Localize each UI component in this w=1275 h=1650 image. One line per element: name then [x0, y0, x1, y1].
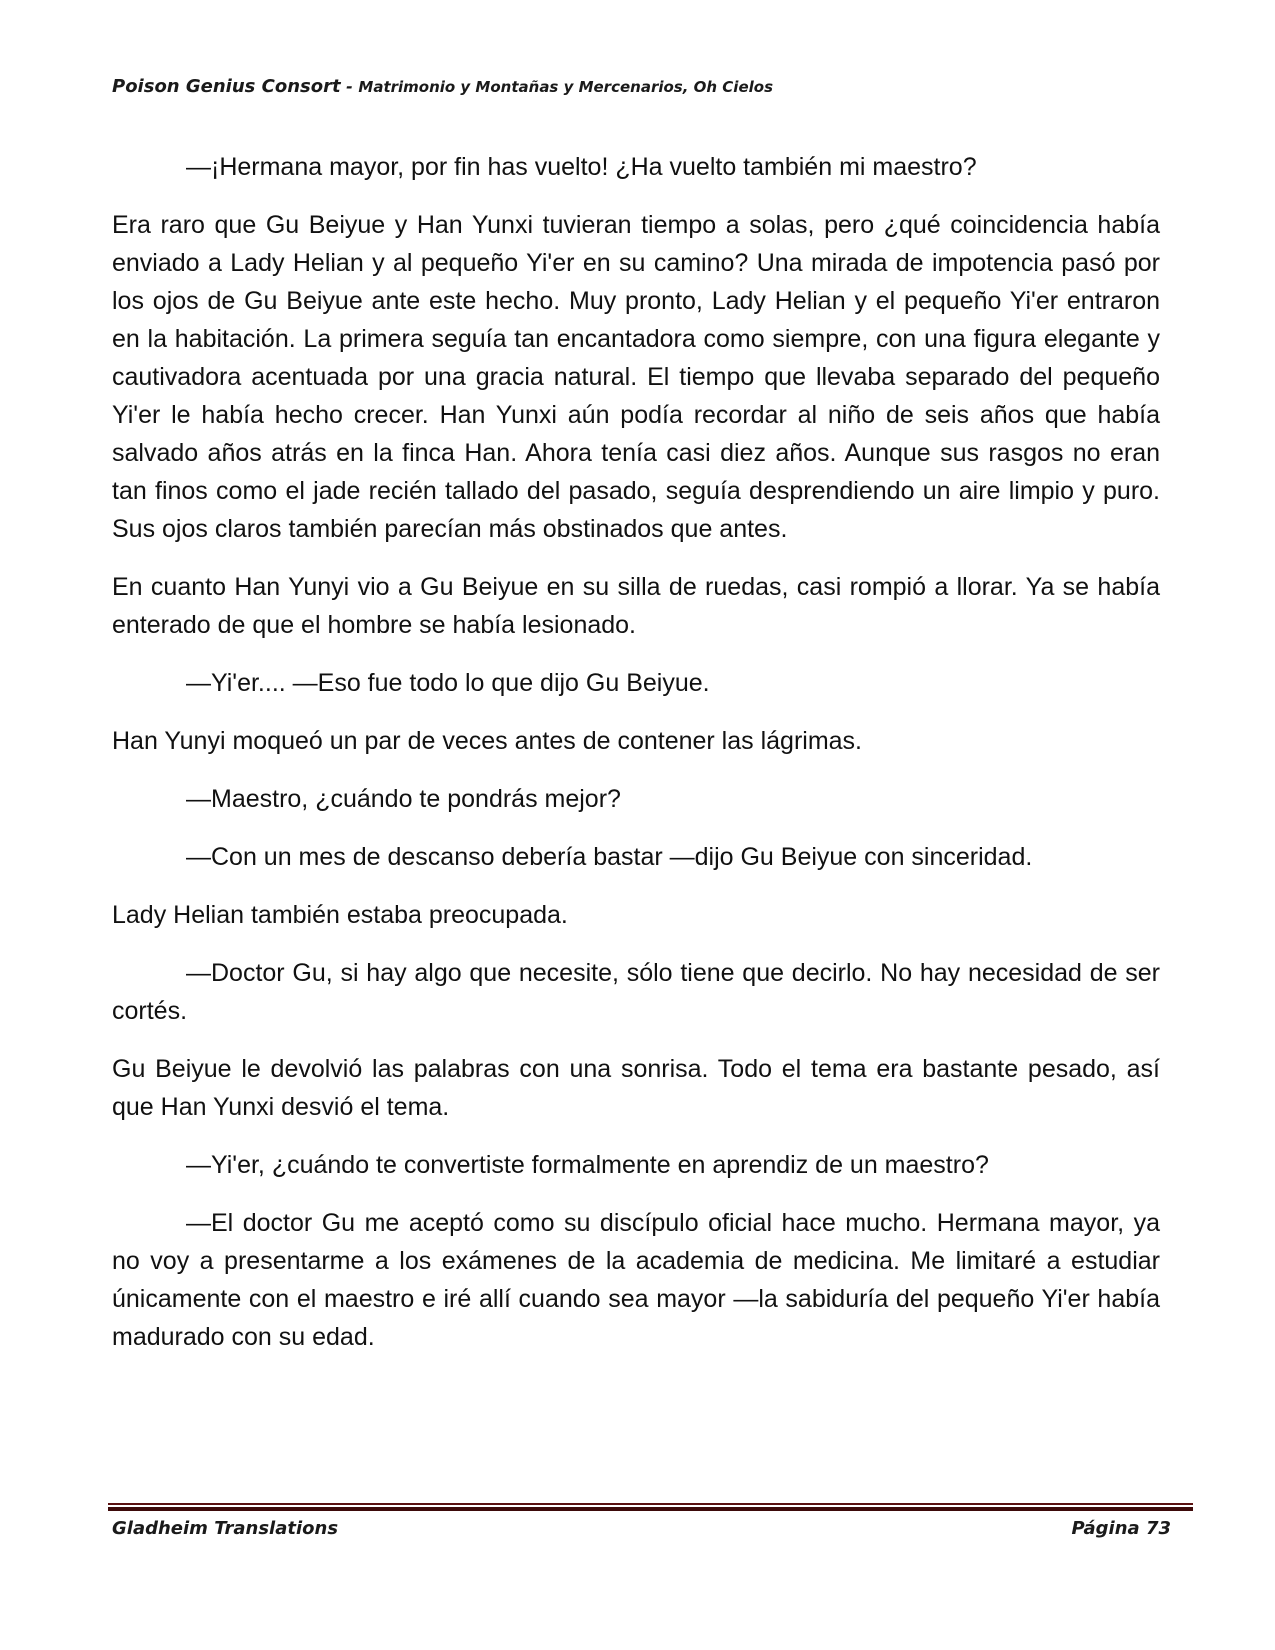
paragraph: En cuanto Han Yunyi vio a Gu Beiyue en su silla de ruedas, casi rompió a llorar. Ya se había enterado de que el hombre se había lesionado. [112, 573, 1160, 639]
footer-translator-credit: Gladheim Translations [112, 1518, 339, 1539]
header-book-title: Poison Genius Consort [112, 76, 341, 97]
header-chapter-title: Matrimonio y Montañas y Mercenarios, Oh Cielos [358, 78, 773, 96]
footer-divider [108, 1503, 1193, 1513]
paragraph: —Maestro, ¿cuándo te pondrás mejor? [186, 785, 621, 813]
paragraph: Lady Helian también estaba preocupada. [112, 901, 568, 929]
footer-divider-thin-line [108, 1503, 1193, 1505]
footer-page-number: Página 73 [1071, 1518, 1171, 1539]
paragraph: —¡Hermana mayor, por fin has vuelto! ¿Ha vuelto también mi maestro? [186, 153, 977, 181]
paragraph: Han Yunyi moqueó un par de veces antes de contener las lágrimas. [112, 727, 862, 755]
paragraph: Era raro que Gu Beiyue y Han Yunxi tuvieran tiempo a solas, pero ¿qué coincidencia había enviado a Lady Helian y al pequeño Yi'er en su camino? Una mirada de impotencia pasó por los ojos de Gu Beiyue ante este hecho. Muy pronto, Lady Helian y el pequeño Yi'er entraron en la habitación. La primera seguía tan encantadora como siempre, con una figura elegante y cautivadora acentuada por una gracia natural. El tiempo que llevaba separado del pequeño Yi'er le había hecho crecer. Han Yunxi aún podía recordar al niño de seis años que había salvado años atrás en la finca Han. Ahora tenía casi diez años. Aunque sus rasgos no eran tan finos como el jade recién tallado del pasado, seguía desprendiendo un aire limpio y puro. Sus ojos claros también parecían más obstinados que antes. [112, 211, 1160, 543]
body-text [112, 148, 1160, 1356]
paragraph: —Doctor Gu, si hay algo que necesite, sólo tiene que decirlo. No hay necesidad de ser cortés. [112, 959, 1160, 1025]
paragraph: —Yi'er, ¿cuándo te convertiste formalmente en aprendiz de un maestro? [186, 1151, 989, 1179]
header-separator: - [340, 77, 359, 96]
paragraph: Gu Beiyue le devolvió las palabras con una sonrisa. Todo el tema era bastante pesado, así que Han Yunxi desvió el tema. [112, 1055, 1160, 1121]
footer-divider-thick-line [108, 1507, 1193, 1511]
paragraph: —Con un mes de descanso debería bastar —dijo Gu Beiyue con sinceridad. [186, 843, 1033, 871]
paragraph: —El doctor Gu me aceptó como su discípulo oficial hace mucho. Hermana mayor, ya no voy a presentarme a los exámenes de la academia de medicina. Me limitaré a estudiar únicamente con el maestro e iré allí cuando sea mayor —la sabiduría del pequeño Yi'er había madurado con su edad. [112, 1209, 1160, 1351]
running-header [112, 76, 773, 97]
paragraph: —Yi'er.... —Eso fue todo lo que dijo Gu Beiyue. [186, 669, 710, 697]
